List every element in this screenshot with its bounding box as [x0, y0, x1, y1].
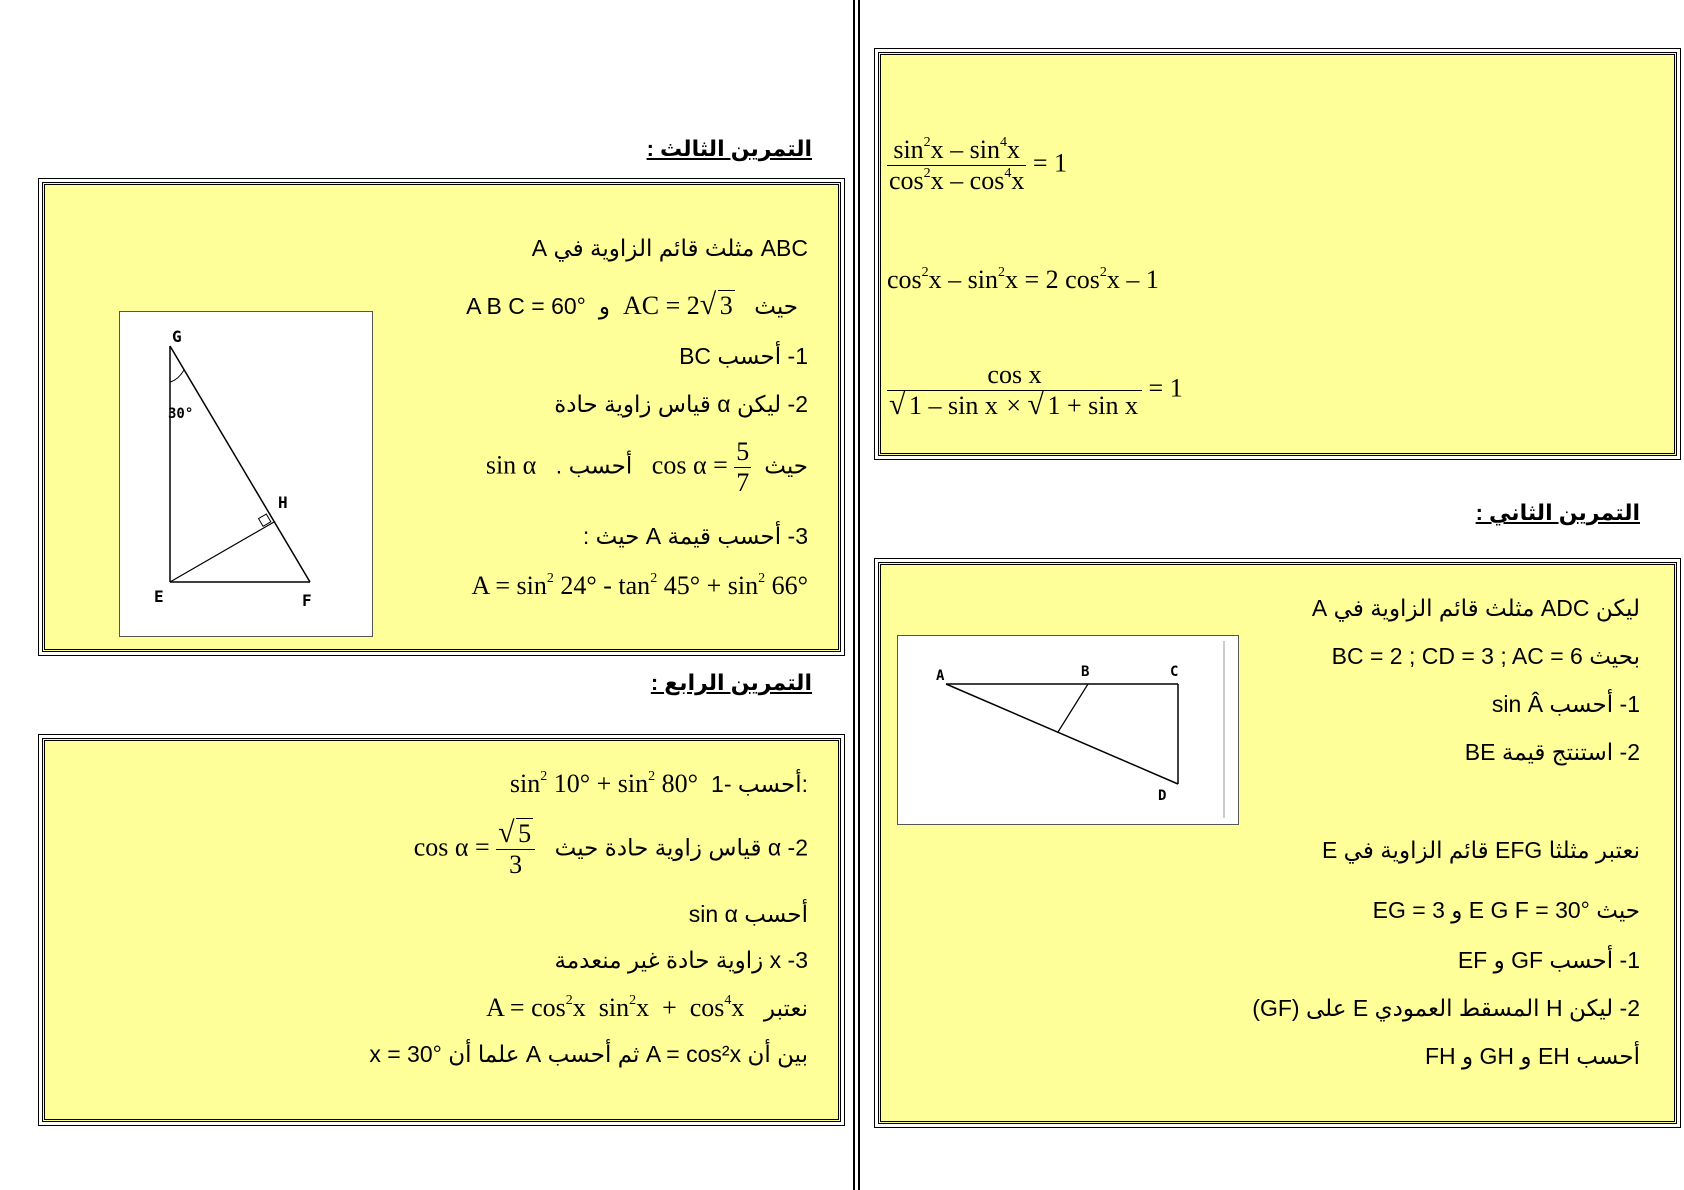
label-g: G	[172, 327, 182, 346]
exercise-3-title: التمرين الثالث :	[646, 136, 812, 161]
ex4-line-4: 3- x زاوية حادة غير منعدمة	[554, 947, 808, 973]
exercise-4-box	[42, 738, 841, 1122]
ex3-line-3: 1- أحسب BC	[679, 343, 808, 369]
exercise-3-box	[42, 182, 841, 652]
ex3-line-7: $A = \sin^2 24^\circ - \tan^2 45^\circ + \sin^2 66^\circ$	[471, 571, 808, 600]
ex2-line-8: 2- ليكن H المسقط العمودي E على (GF)	[1252, 995, 1640, 1021]
ex2-line-2: بحيث BC = 2 ; CD = 3 ; AC = 6	[1331, 643, 1640, 669]
label-f: F	[302, 591, 312, 610]
exercise-2-box	[878, 562, 1677, 1124]
identity-2: $\cos^2x - \sin^2x = 2$ $\cos^2x - 1$	[887, 265, 1159, 294]
exercise-4-title: التمرين الرابع :	[650, 670, 812, 695]
ex4-line-5: $A = \cos^2x$ $\sin^2x + \cos^4x$ نعتبر	[486, 993, 808, 1022]
ex4-line-6: بين أن A = cos²x ثم أحسب A علما أن x = 30°	[369, 1041, 808, 1067]
ex2-figure	[897, 635, 1239, 825]
label-d: D	[1158, 788, 1167, 804]
label-angle: 30°	[168, 406, 194, 422]
ex2-line-1: ليكن ADC مثلث قائم الزاوية في A	[1311, 595, 1640, 621]
column-divider	[858, 0, 860, 1190]
ex3-line-1: ABC مثلث قائم الزاوية في A	[531, 235, 808, 261]
label-c: C	[1170, 664, 1179, 680]
ex4-line-3: أحسب sin α	[688, 901, 808, 927]
column-divider	[853, 0, 855, 1190]
ex3-line-5: sin α . أحسب cos α = $\frac{5}{7}$ حيث	[485, 437, 808, 497]
exercise-1-box	[878, 52, 1677, 456]
ex2-line-5: نعتبر مثلثا EFG قائم الزاوية في E	[1321, 837, 1640, 863]
exercise-2-title: التمرين الثاني :	[1475, 500, 1640, 525]
ex2-triangle-diagram	[898, 636, 1238, 824]
ex3-line-2: A B C = 60° و AC = 2 √ 3 حيث	[466, 288, 798, 321]
identity-1: $\frac{\sin^2x - \sin^4x}{\cos^2x - \cos^4x}$ = 1	[889, 135, 1068, 195]
label-h: H	[278, 493, 288, 512]
ex4-line-2: cos α = √ 5 3 2- α قياس زاوية حادة حيث	[413, 816, 808, 879]
ex3-line-6: 3- أحسب قيمة A حيث :	[582, 523, 808, 549]
identity-3: cos x √ 1 – sin x × √ 1 + sin x = 1	[889, 360, 1183, 421]
ex3-figure	[119, 311, 373, 637]
ex4-line-1: $\sin^2 10^\circ + \sin^2 80^\circ$ 1- أحسب:	[509, 769, 808, 798]
label-e: E	[154, 587, 164, 606]
ex2-line-9: أحسب EH و GH و FH	[1424, 1043, 1640, 1069]
label-b: B	[1081, 664, 1090, 680]
ex2-line-4: 2- استنتج قيمة BE	[1464, 739, 1640, 765]
ex3-line-4: 2- ليكن α قياس زاوية حادة	[554, 391, 808, 417]
ex2-line-3: 1- أحسب sin Â	[1491, 691, 1640, 717]
label-a: A	[936, 668, 945, 684]
ex3-triangle-diagram	[120, 312, 372, 636]
ex2-line-6: حيث E G F = 30° و EG = 3	[1372, 897, 1640, 923]
ex2-line-7: 1- أحسب GF و EF	[1457, 947, 1640, 973]
